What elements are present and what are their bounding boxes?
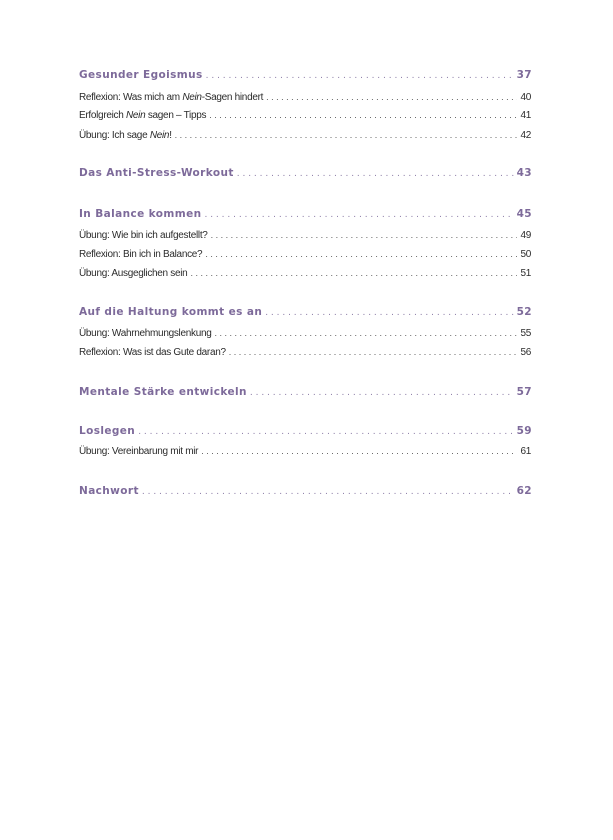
toc-entry-row[interactable] xyxy=(79,328,532,339)
toc-entry-row[interactable] xyxy=(79,446,532,457)
chapter-title: Gesunder Egoismus xyxy=(79,69,203,81)
chapter-title: Nachwort xyxy=(79,485,139,497)
toc-entry-row[interactable] xyxy=(79,347,532,358)
page-number: 50 xyxy=(520,249,531,260)
chapter-title: In Balance kommen xyxy=(79,208,202,220)
chapter-title: Das Anti-Stress-Workout xyxy=(79,167,234,179)
dot-leader xyxy=(214,328,517,338)
dot-leader xyxy=(175,130,518,140)
dot-leader xyxy=(265,308,513,318)
chapter-title: Mentale Stärke entwickeln xyxy=(79,386,247,398)
page-number: 56 xyxy=(520,347,531,358)
page-number: 52 xyxy=(516,306,532,318)
entry-title-emphasis: Nein xyxy=(182,92,202,103)
entry-title-suffix: sagen – Tipps xyxy=(145,110,207,121)
page-number: 61 xyxy=(520,446,531,457)
page-number: 45 xyxy=(516,208,532,220)
toc-entry-row[interactable] xyxy=(79,110,532,121)
entry-title: Übung: Vereinbarung mit mir xyxy=(79,446,199,457)
entry-title-prefix: Erfolgreich xyxy=(79,110,126,121)
page-number: 51 xyxy=(520,268,531,279)
chapter-title: Auf die Haltung kommt es an xyxy=(79,306,263,318)
toc-chapter-row[interactable] xyxy=(79,69,532,81)
toc-chapter-row[interactable] xyxy=(79,485,532,497)
page-number: 55 xyxy=(520,328,531,339)
entry-title: Übung: Wahrnehmungslenkung xyxy=(79,328,212,339)
toc-entry-row[interactable] xyxy=(79,230,532,241)
entry-title-suffix: ! xyxy=(169,130,172,141)
dot-leader xyxy=(206,71,514,81)
entry-title-emphasis: Nein xyxy=(149,130,170,141)
entry-title: Reflexion: Was ist das Gute daran? xyxy=(79,347,226,358)
toc-chapter-row[interactable] xyxy=(79,386,532,398)
entry-title xyxy=(79,110,206,121)
toc-entry-row[interactable] xyxy=(79,268,532,279)
dot-leader xyxy=(190,268,517,278)
toc-chapter-row[interactable] xyxy=(79,306,532,318)
chapter-title: Loslegen xyxy=(79,425,136,437)
toc-chapter-row[interactable] xyxy=(79,167,532,179)
page-number: 57 xyxy=(516,386,532,398)
toc-entry-row[interactable] xyxy=(79,130,532,141)
toc-chapter-row[interactable] xyxy=(79,208,532,220)
entry-title-prefix: Reflexion: Was mich am xyxy=(79,92,183,103)
toc-chapter-row[interactable] xyxy=(79,425,532,437)
dot-leader xyxy=(138,427,513,437)
page-number: 37 xyxy=(516,69,532,81)
dot-leader xyxy=(142,487,514,497)
dot-leader xyxy=(209,110,517,120)
dot-leader xyxy=(201,446,517,456)
entry-title xyxy=(79,130,172,141)
entry-title xyxy=(79,92,263,103)
entry-title: Übung: Ausgeglichen sein xyxy=(79,268,188,279)
dot-leader xyxy=(266,92,517,102)
entry-title-suffix: -Sagen hindert xyxy=(201,92,264,103)
entry-title-prefix: Übung: Ich sage xyxy=(79,130,150,141)
page-number: 59 xyxy=(516,425,532,437)
dot-leader xyxy=(205,249,517,259)
page-number: 43 xyxy=(516,167,532,179)
page-number: 40 xyxy=(520,92,531,103)
toc-entry-row[interactable] xyxy=(79,249,532,260)
dot-leader xyxy=(250,388,514,398)
dot-leader xyxy=(211,230,518,240)
entry-title-emphasis: Nein xyxy=(125,110,146,121)
page-number: 49 xyxy=(520,230,531,241)
dot-leader xyxy=(237,169,514,179)
page-number: 41 xyxy=(520,110,531,121)
dot-leader xyxy=(204,210,513,220)
page-number: 42 xyxy=(520,130,531,141)
entry-title: Übung: Wie bin ich aufgestellt? xyxy=(79,230,208,241)
entry-title: Reflexion: Bin ich in Balance? xyxy=(79,249,203,260)
toc-entry-row[interactable] xyxy=(79,92,532,103)
dot-leader xyxy=(229,347,518,357)
page-number: 62 xyxy=(516,485,532,497)
